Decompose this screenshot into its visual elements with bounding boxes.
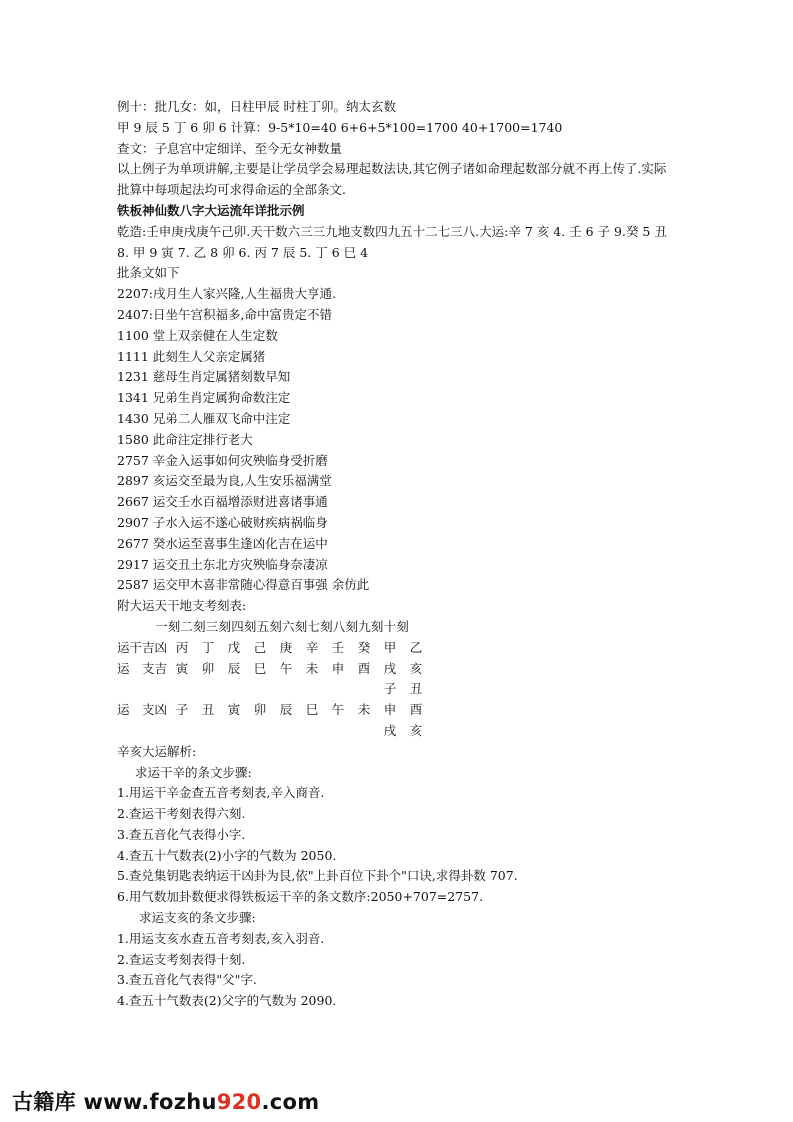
tiao-item: 1231 慈母生肖定属猪刻数早知 — [117, 369, 291, 385]
table-cell: 巳 — [253, 660, 267, 676]
table-cell — [169, 679, 195, 700]
table-cell: 申 — [383, 702, 397, 718]
table-row — [117, 659, 429, 680]
table-row — [117, 679, 429, 700]
tiao-list — [117, 284, 677, 596]
footer-suffix: .com — [261, 1090, 320, 1114]
table-cell: 申 — [331, 660, 345, 676]
tiao-item: 1341 兄弟生肖定属狗命数注定 — [117, 390, 291, 406]
table-cell — [195, 721, 221, 742]
table-row — [117, 700, 429, 721]
table-cell: 亥 — [409, 660, 423, 676]
gan-step: 5.查兑集钥匙表纳运干凶卦为艮,依"上卦百位下卦个"口诀,求得卦数 707. — [117, 868, 518, 884]
site-footer — [12, 1086, 319, 1116]
table-cell — [221, 679, 247, 700]
tiao-item: 2677 癸水运至喜事生逢凶化吉在运中 — [117, 535, 328, 551]
tiao-item: 2407:日坐午宫积福多,命中富贵定不错 — [117, 306, 332, 322]
tiao-title: 批条文如下 — [117, 265, 180, 281]
xinhai-title: 辛亥大运解析: — [117, 743, 197, 759]
document-body — [117, 97, 677, 1012]
table-cell: 壬 — [331, 639, 345, 655]
tiao-item: 2207:戌月生人家兴隆,人生福贵大亨通. — [117, 286, 336, 302]
table-cell — [195, 679, 221, 700]
row-label — [117, 679, 169, 700]
table-cell: 未 — [305, 660, 319, 676]
table-cell: 寅 — [175, 660, 189, 676]
table-cell: 午 — [331, 702, 345, 718]
table-cell: 丑 — [409, 681, 423, 697]
table-row — [117, 721, 429, 742]
row-label: 运 支吉 — [117, 660, 168, 676]
tiao-item: 2757 辛金入运事如何灾殃临身受折磨 — [117, 452, 328, 468]
table-cell: 丙 — [175, 639, 189, 655]
tiao-item: 2907 子水入运不遂心破财疾病祸临身 — [117, 514, 328, 530]
table-cell: 辛 — [305, 639, 319, 655]
footer-prefix: 古籍库 www.fozhu — [12, 1090, 217, 1114]
section-title: 铁板神仙数八字大运流年详批示例 — [117, 202, 305, 218]
table-title: 附大运天干地支考刻表: — [117, 598, 247, 614]
gan-title: 求运干辛的条文步骤: — [135, 764, 252, 780]
tiao-item: 2917 运交丑土东北方灾殃临身奈凄凉 — [117, 556, 328, 572]
table-cell — [351, 679, 377, 700]
row-label — [117, 721, 169, 742]
table-cell — [325, 679, 351, 700]
gan-step: 3.查五音化气表得小字. — [117, 826, 246, 842]
zhi-step: 2.查运支考刻表得十刻. — [117, 951, 246, 967]
tiao-item: 2667 运交壬水百福增添财进喜诸事通 — [117, 494, 328, 510]
gan-step: 4.查五十气数表(2)小字的气数为 2050. — [117, 847, 337, 863]
table-cell — [299, 721, 325, 742]
intro-paragraph: 以上例子为单项讲解,主要是让学员学会易理起数法诀,其它例子诸如命理起数部分就不再上传了.实际批算中每项起法均可求得命运的全部条文. — [117, 161, 667, 198]
table-cell: 己 — [253, 639, 267, 655]
table-cell: 寅 — [227, 702, 241, 718]
table-cell: 亥 — [409, 722, 423, 738]
table-cell: 未 — [357, 702, 371, 718]
intro-line: 查文：子息宫中定细详、至今无女神数量 — [117, 140, 343, 156]
qianzao-paragraph: 乾造:壬申庚戌庚午己卯.天干数六三三九地支数四九五十二七三八.大运:辛 7 亥 4. 壬 6 子 9.癸 5 丑 8. 甲 9 寅 7. 乙 8 卯 6. 丙 7 辰 5. 丁 6 巳 4 — [117, 223, 667, 260]
table-cell: 癸 — [357, 639, 371, 655]
table-cell: 酉 — [357, 660, 371, 676]
table-cell: 酉 — [409, 702, 423, 718]
zhi-steps — [117, 929, 677, 1012]
table-cell: 午 — [279, 660, 293, 676]
table-cell: 辰 — [227, 660, 241, 676]
kaoke-table — [117, 638, 429, 742]
table-cell — [221, 721, 247, 742]
table-cell: 乙 — [409, 639, 423, 655]
tiao-item: 1100 堂上双亲健在人生定数 — [117, 327, 278, 343]
table-cell: 戌 — [383, 722, 397, 738]
gan-steps — [117, 783, 677, 908]
footer-number: 920 — [216, 1090, 262, 1114]
table-cell: 卯 — [201, 660, 215, 676]
tiao-item: 1111 此刻生人父亲定属猪 — [117, 348, 266, 364]
intro-line: 例十：批几女：如，日柱甲辰 时柱丁卯。纳太玄数 — [117, 99, 396, 114]
gan-step: 2.查运干考刻表得六刻. — [117, 806, 246, 822]
table-cell: 甲 — [383, 639, 397, 655]
table-header: 一刻二刻三刻四刻五刻六刻七刻八刻九刻十刻 — [155, 618, 410, 634]
zhi-title: 求运支亥的条文步骤: — [139, 910, 256, 926]
zhi-step: 3.查五音化气表得"父"字. — [117, 972, 257, 988]
table-cell: 辰 — [279, 702, 293, 718]
table-cell — [247, 721, 273, 742]
table-row — [117, 638, 429, 659]
table-cell — [273, 721, 299, 742]
table-cell — [299, 679, 325, 700]
table-cell: 戊 — [227, 639, 241, 655]
tiao-item: 2587 运交甲木喜非常随心得意百事强 余仿此 — [117, 577, 370, 593]
tiao-item: 1580 此命注定排行老大 — [117, 431, 253, 447]
intro-line: 甲 9 辰 5 丁 6 卯 6 计算：9-5*10=40 6+6+5*100=1700 40+1700=1740 — [117, 119, 563, 135]
intro-lines — [117, 97, 677, 159]
table-cell: 戌 — [383, 660, 397, 676]
tiao-item: 2897 亥运交至最为良,人生安乐福满堂 — [117, 473, 332, 489]
row-label: 运干吉凶 — [117, 639, 168, 655]
table-cell: 庚 — [279, 639, 293, 655]
table-cell: 丑 — [201, 702, 215, 718]
gan-step: 1.用运干辛金查五音考刻表,辛入商音. — [117, 785, 325, 801]
tiao-item: 1430 兄弟二人雁双飞命中注定 — [117, 410, 291, 426]
zhi-step: 4.查五十气数表(2)父字的气数为 2090. — [117, 993, 337, 1009]
gan-step: 6.用气数加卦数便求得铁板运干辛的条文数序:2050+707=2757. — [117, 889, 484, 905]
table-cell: 子 — [383, 681, 397, 697]
table-cell: 卯 — [253, 702, 267, 718]
table-cell — [169, 721, 195, 742]
table-cell — [351, 721, 377, 742]
zhi-step: 1.用运支亥水查五音考刻表,亥入羽音. — [117, 930, 325, 946]
row-label: 运 支凶 — [117, 702, 168, 718]
table-cell: 子 — [175, 702, 189, 718]
table-cell: 丁 — [201, 639, 215, 655]
table-cell: 巳 — [305, 702, 319, 718]
table-cell — [325, 721, 351, 742]
table-cell — [247, 679, 273, 700]
table-cell — [273, 679, 299, 700]
